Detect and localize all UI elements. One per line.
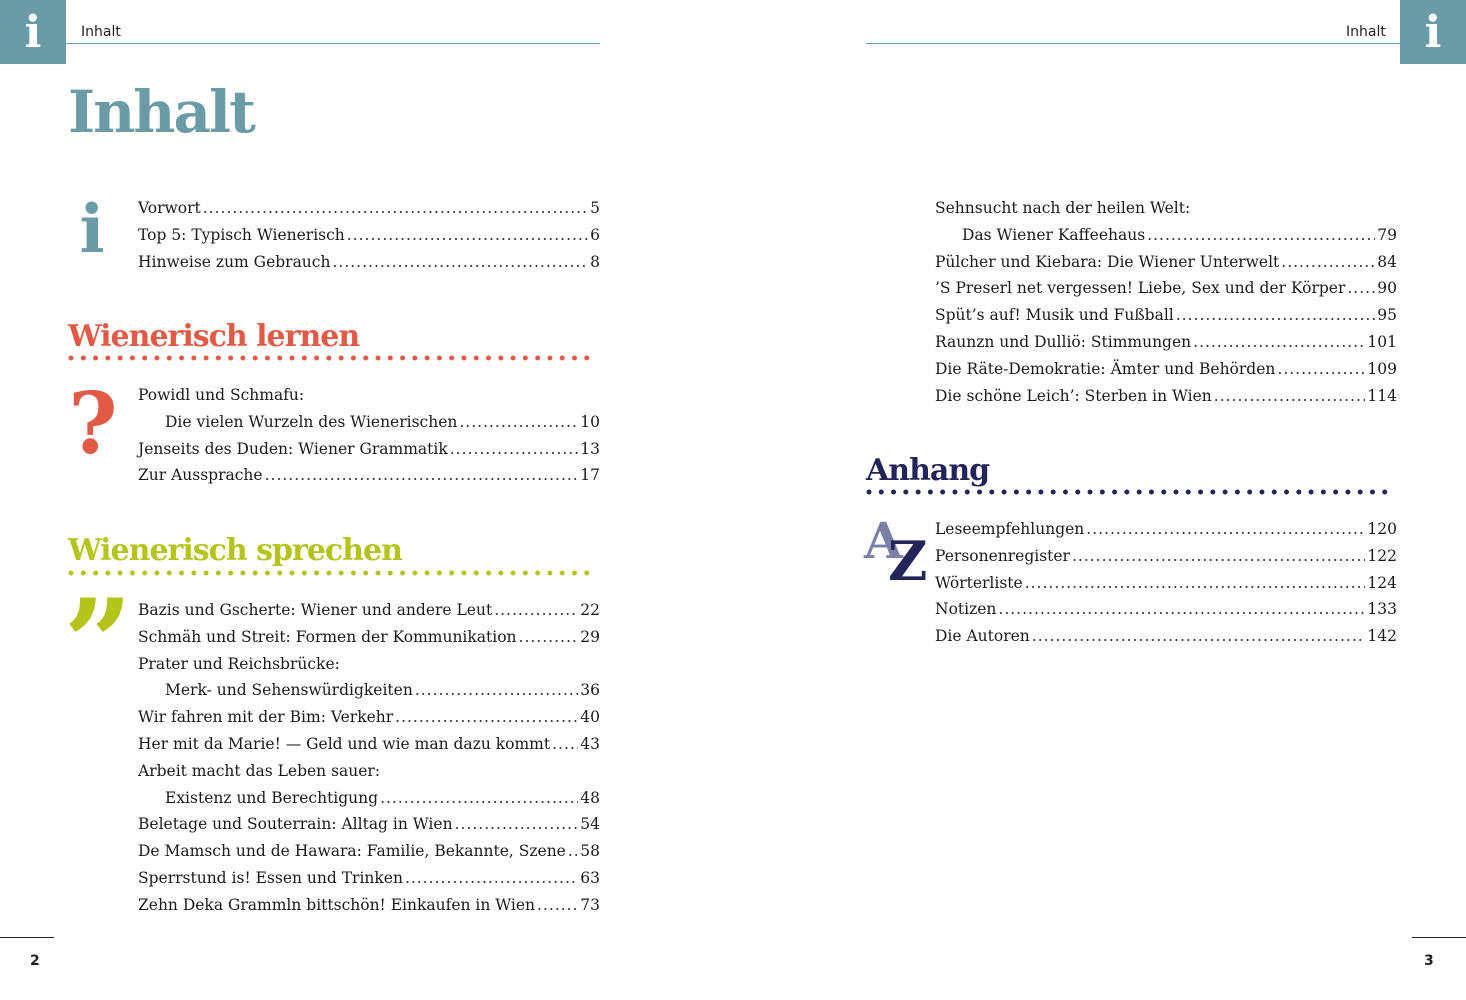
dot-leader (1214, 383, 1366, 410)
toc-lernen-list (138, 382, 600, 489)
toc-entry[interactable] (935, 302, 1397, 329)
info-corner-icon (1400, 0, 1466, 64)
toc-entry-title: Raunzn und Dulliö: Stimmungen (935, 332, 1192, 351)
dot-leader (1086, 516, 1365, 543)
toc-entry[interactable] (138, 838, 600, 865)
dot-leader (537, 892, 578, 919)
toc-entry[interactable] (138, 409, 600, 436)
question-mark-icon: ? (68, 374, 118, 473)
toc-entry-page: 36 (580, 681, 600, 700)
toc-entry-page: 120 (1367, 520, 1397, 538)
toc-entry-title: Zehn Deka Grammln bittschön! Einkaufen in Wien (138, 895, 536, 914)
dot-leader (405, 865, 578, 892)
dot-leader (998, 596, 1365, 623)
toc-entry-page: 133 (1367, 600, 1397, 619)
toc-entry-page: 58 (580, 842, 600, 861)
toc-entry[interactable] (138, 785, 600, 812)
toc-entry-title: Bazis und Gscherte: Wiener und andere Leut (138, 601, 493, 619)
running-header: Inhalt (1346, 24, 1386, 40)
toc-entry-title: De Mamsch und de Hawara: Familie, Bekannte, Szene (138, 842, 566, 861)
dot-leader (203, 195, 588, 222)
section-heading-lernen: Wienerisch lernen (68, 319, 360, 354)
toc-entry-title: Sperrstund is! Essen und Trinken (138, 868, 403, 887)
toc-entry[interactable] (935, 543, 1397, 570)
dot-leader (332, 249, 588, 276)
toc-entry-title: Vorwort (138, 199, 201, 217)
running-header: Inhalt (81, 24, 121, 40)
dotted-rule-lernen (68, 355, 602, 361)
dotted-rule-sprechen (68, 570, 602, 576)
dot-leader (395, 704, 578, 731)
toc-entry[interactable] (138, 222, 600, 249)
toc-entry-title: Spüt’s auf! Musik und Fußball (935, 306, 1174, 325)
header-rule (866, 43, 1400, 44)
toc-entry[interactable] (935, 596, 1397, 623)
toc-entry[interactable] (935, 516, 1397, 543)
toc-entry-heading-line: Sehnsucht nach der heilen Welt: (935, 199, 1191, 217)
dot-leader (1032, 623, 1366, 650)
toc-entry-title: Zur Aussprache (138, 466, 263, 485)
dot-leader (1072, 543, 1365, 570)
toc-entry-page: 43 (580, 734, 600, 753)
info-letter: i (1424, 6, 1442, 58)
toc-entry-page: 17 (580, 466, 600, 485)
toc-anhang-list (935, 516, 1397, 650)
toc-entry-page: 8 (590, 252, 600, 271)
dot-leader (1281, 249, 1375, 276)
toc-entry-page: 54 (580, 815, 600, 834)
toc-entry-page: 90 (1377, 279, 1397, 298)
dot-leader (494, 597, 578, 624)
toc-entry[interactable] (138, 811, 600, 838)
toc-entry-heading-line: Powidl und Schmafu: (138, 386, 305, 404)
toc-entry-title: Die schöne Leich’: Sterben in Wien (935, 386, 1212, 405)
dot-leader (265, 462, 579, 489)
dot-leader (1347, 275, 1375, 302)
dot-leader (455, 811, 579, 838)
dot-leader (459, 409, 578, 436)
toc-entry-title: Personenregister (935, 546, 1070, 565)
page-title: Inhalt (68, 78, 254, 146)
toc-entry[interactable] (935, 249, 1397, 276)
toc-entry-page: 114 (1367, 386, 1397, 405)
toc-entry[interactable] (138, 624, 600, 651)
dotted-rule-anhang (866, 489, 1400, 495)
dot-leader (450, 436, 579, 463)
toc-entry-title: Schmäh und Streit: Formen der Kommunikation (138, 627, 517, 646)
toc-entry-title: Merk- und Sehenswürdigkeiten (165, 681, 413, 700)
toc-entry-page: 73 (580, 895, 600, 914)
info-corner-icon (0, 0, 66, 64)
toc-entry-title: Her mit da Marie! — Geld und wie man dazu kommt (138, 734, 551, 753)
dot-leader (1193, 329, 1365, 356)
toc-entry-page: 40 (580, 708, 600, 727)
dot-leader (552, 731, 578, 758)
toc-entry[interactable] (138, 195, 600, 222)
toc-entry-title: Wir fahren mit der Bim: Verkehr (138, 708, 394, 727)
toc-entry-page: 22 (580, 601, 600, 619)
footer-rule (1412, 937, 1466, 938)
toc-entry[interactable] (138, 704, 600, 731)
toc-entry[interactable] (935, 275, 1397, 302)
toc-entry-page: 63 (580, 868, 600, 887)
toc-entry[interactable] (138, 865, 600, 892)
footer-rule (0, 937, 54, 938)
toc-entry-title: Leseempfehlungen (935, 520, 1085, 538)
toc-entry[interactable] (138, 597, 600, 624)
section-heading-sprechen: Wienerisch sprechen (68, 533, 402, 568)
toc-entry-page: 5 (590, 199, 600, 217)
dot-leader (380, 785, 578, 812)
info-icon: i (79, 190, 105, 268)
toc-entry-page: 101 (1367, 332, 1397, 351)
toc-entry-page: 13 (580, 439, 600, 458)
toc-entry[interactable] (138, 462, 600, 489)
dot-leader (1176, 302, 1376, 329)
toc-entry-title: Wörterliste (935, 573, 1023, 592)
toc-entry[interactable] (138, 436, 600, 463)
dot-leader (1147, 222, 1375, 249)
page-number: 3 (1424, 953, 1434, 969)
toc-entry[interactable] (138, 731, 600, 758)
header-rule (66, 43, 600, 44)
toc-entry-title: Pülcher und Kiebara: Die Wiener Unterwelt (935, 252, 1280, 271)
toc-entry[interactable] (138, 677, 600, 704)
toc-entry-page: 84 (1377, 252, 1397, 271)
toc-entry-page: 122 (1367, 546, 1397, 565)
page-number: 2 (30, 953, 40, 969)
dot-leader (347, 222, 588, 249)
toc-entry-heading-line: Prater und Reichsbrücke: (138, 654, 340, 673)
toc-entry-heading-line: Arbeit macht das Leben sauer: (138, 761, 381, 780)
toc-entry-title: Die Autoren (935, 627, 1030, 646)
toc-entry[interactable] (935, 329, 1397, 356)
toc-entry[interactable] (935, 356, 1397, 383)
toc-entry[interactable] (935, 623, 1397, 650)
toc-entry-title: Existenz und Berechtigung (165, 788, 379, 807)
toc-entry-title: Die vielen Wurzeln des Wienerischen (165, 412, 458, 431)
toc-entry[interactable] (935, 222, 1397, 249)
toc-entry-title: Beletage und Souterrain: Alltag in Wien (138, 815, 453, 834)
section-heading-anhang: Anhang (866, 453, 990, 488)
toc-sprechen-list (138, 597, 600, 919)
toc-entry-title: Top 5: Typisch Wienerisch (138, 225, 345, 244)
toc-entry[interactable] (935, 570, 1397, 597)
toc-entry-title: Das Wiener Kaffeehaus (962, 225, 1146, 244)
toc-entry[interactable] (935, 383, 1397, 410)
toc-entry-title: ’S Preserl net vergessen! Liebe, Sex und der Körper (935, 279, 1346, 298)
toc-entry-page: 79 (1377, 225, 1397, 244)
info-letter: i (24, 6, 42, 58)
dot-leader (519, 624, 579, 651)
toc-entry-title: Die Räte-Demokratie: Ämter und Behörden (935, 359, 1276, 378)
dot-leader (568, 838, 578, 865)
dot-leader (1025, 570, 1366, 597)
toc-entry-title: Jenseits des Duden: Wiener Grammatik (138, 439, 448, 458)
toc-entry-page: 10 (580, 412, 600, 431)
toc-entry-page: 124 (1367, 573, 1397, 592)
toc-entry[interactable] (138, 892, 600, 919)
toc-entry-page: 95 (1377, 306, 1397, 325)
toc-entry-title: Notizen (935, 600, 997, 619)
toc-entry-page: 29 (580, 627, 600, 646)
a-z-icon: A Z (864, 511, 928, 593)
toc-entry-page: 142 (1367, 627, 1397, 646)
toc-entry[interactable] (138, 249, 600, 276)
toc-entry-title: Hinweise zum Gebrauch (138, 252, 331, 271)
quote-mark-icon: ” (63, 573, 133, 714)
right-page (733, 0, 1466, 1000)
toc-entry-page: 109 (1367, 359, 1397, 378)
toc-entry-page: 6 (590, 225, 600, 244)
toc-continued-list (935, 195, 1397, 409)
toc-entry-page: 48 (580, 788, 600, 807)
dot-leader (1277, 356, 1365, 383)
toc-intro-list (138, 195, 600, 275)
dot-leader (415, 677, 578, 704)
